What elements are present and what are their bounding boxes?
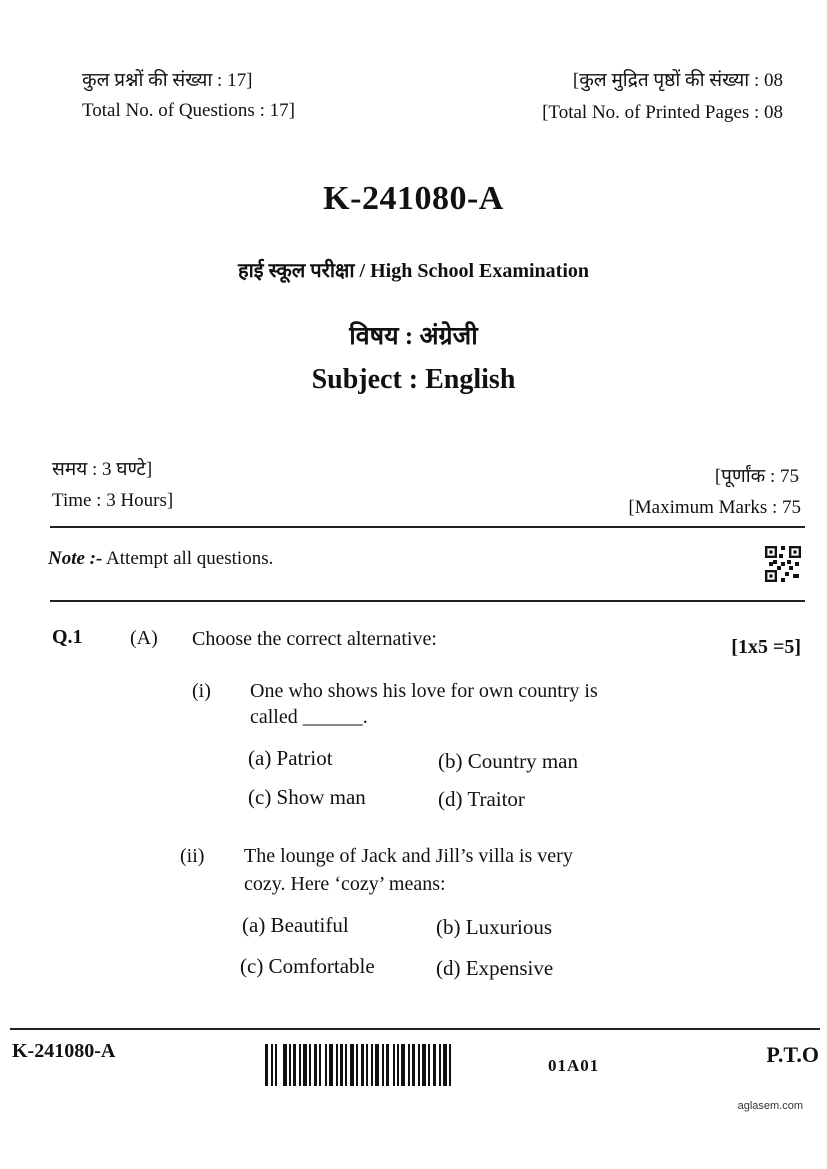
item-text-line2: cozy. Here ‘cozy’ means: [244,873,446,895]
question-number: Q.1 [52,626,83,648]
total-pages-hindi: [कुल मुद्रित पृष्ठों की संख्या : 08 [572,70,783,91]
total-questions-english: Total No. of Questions : 17] [82,100,295,121]
total-questions-hindi: कुल प्रश्नों की संख्या : 17] [82,70,253,91]
footer-paper-code: K-241080-A [12,1040,116,1062]
subject-english: Subject : English [311,364,516,395]
max-marks-hindi: [पूर्णांक : 75 [714,466,799,487]
note-label: Note :- [48,548,103,569]
option-a: (a) Patriot [248,746,333,770]
paper-code: K-241080-A [323,180,504,217]
time-hindi: समय : 3 घण्टे] [52,459,153,480]
question-instruction: Choose the correct alternative: [192,628,437,650]
time-english: Time : 3 Hours] [52,490,174,511]
watermark-text: aglasem.com [737,1100,803,1112]
item-text-line1: One who shows his love for own country is [250,680,598,702]
question-marks: [1x5 =5] [731,636,801,658]
option-b: (b) Luxurious [436,915,553,939]
item-number: (i) [192,680,211,702]
option-d: (d) Expensive [436,956,554,980]
divider-top [50,526,805,528]
option-a: (a) Beautiful [242,913,349,937]
note-line [48,548,273,570]
option-c: (c) Comfortable [240,954,375,978]
divider-note [50,600,805,602]
item-number: (ii) [180,845,205,867]
divider-footer [10,1028,820,1030]
question-part: (A) [130,627,158,649]
total-pages-english: [Total No. of Printed Pages : 08 [542,102,783,123]
subject-hindi: विषय : अंग्रेजी [349,323,478,350]
item-text-line1: The lounge of Jack and Jill’s villa is very [244,845,573,867]
item-text-line2: called ______. [250,706,368,728]
note-text: Attempt all questions. [102,548,274,569]
option-b: (b) Country man [438,749,578,773]
option-c: (c) Show man [248,785,366,809]
exam-name: हाई स्कूल परीक्षा / High School Examination [237,260,590,282]
pto-label: P.T.O [766,1042,819,1067]
qr-code-icon [765,546,801,582]
option-d: (d) Traitor [438,787,525,811]
barcode [265,1044,451,1086]
max-marks-english: [Maximum Marks : 75 [628,497,801,518]
serial-number: 01A01 [548,1056,600,1075]
